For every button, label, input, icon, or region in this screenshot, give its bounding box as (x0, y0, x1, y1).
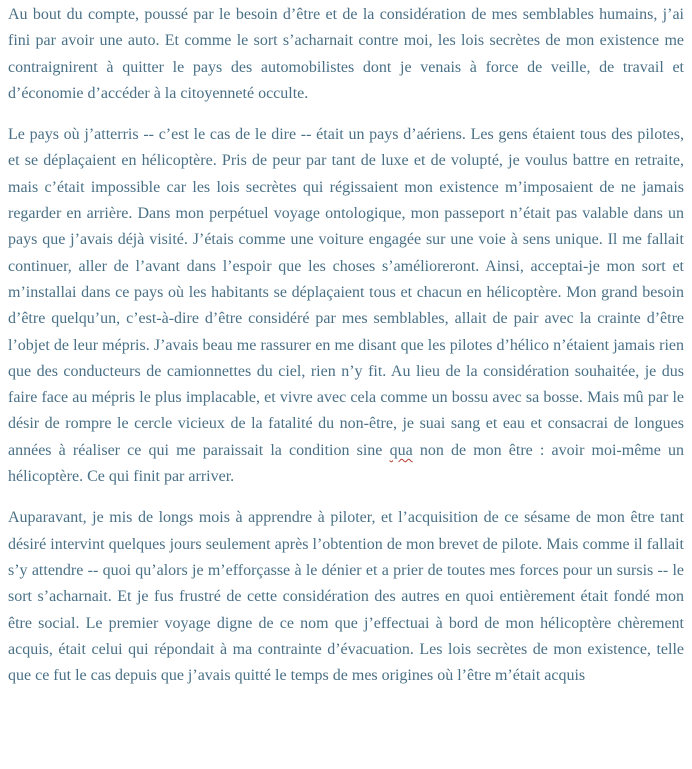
text-segment: Au bout du compte, poussé par le besoin d’être et de la considération de mes semblables humains, j’ai fini par avoir une auto. Et comme le sort s’acharnait contre moi, les lois secrètes de mon existence me contraignirent à quitter le pays des automobilistes dont je venais à force de veille, de travail et d’économie d’accéder à la citoyenneté occulte. (8, 6, 684, 102)
misspelled-word[interactable]: qua (389, 441, 413, 459)
document-text (8, 2, 684, 689)
text-segment: Le pays où j’atterris -- c’est le cas de le dire -- était un pays d’aériens. Les gens étaient tous des pilotes, et se déplaçaient en hélicoptère. Pris de peur par tant de luxe et de volupté, je voulus battre en retraite, mais c’était impossible car les lois secrètes qui régissaient mon existence m’imposaient de ne jamais regarder en arrière. Dans mon perpétuel voyage ontologique, mon passeport n’était pas valable dans un pays que j’avais déjà visité. J’étais comme une voiture engagée sur une voie à sens unique. Il me fallait continuer, aller de l’avant dans l’espoir que les choses s’amélioreront. Ainsi, acceptai-je mon sort et m’installai dans ce pays où les habitants se déplaçaient tous et chacun en hélicoptère. Mon grand besoin d’être quelqu’un, c’est-à-dire d’être considéré par mes semblables, allait de pair avec la crainte d’être l’objet de leur mépris. J’avais beau me rassurer en me disant que les pilotes d’hélico n’étaient jamais rien que des conducteurs de camionnettes du ciel, rien n’y fit. Au lieu de la considération souhaitée, je dus faire face au mépris le plus implacable, et vivre avec cela comme un bossu avec sa bosse. Mais mû par le désir de rompre le cercle vicieux de la fatalité du non-être, je suai sang et eau et consacrai de longues années à réaliser ce qui me paraissait la condition sine (8, 126, 684, 459)
paragraph-3 (8, 505, 684, 689)
text-segment: non de mon être : avoir moi-même un hélicoptère. Ce qui finit par arriver. (8, 441, 685, 486)
text-segment: Auparavant, je mis de longs mois à apprendre à piloter, et l’acquisition de ce sésame de mon être tant désiré intervint quelques jours seulement après l’obtention de mon brevet de pilote. Mais comme il fallait s’y attendre -- quoi qu’alors je m’efforçasse à le dénier et a prier de toutes mes forces pour un sursis -- le sort s’acharnait. Et je fus frustré de cette considération des autres en quoi entièrement était fondé mon être social. Le premier voyage digne de ce nom que j’effectuai à bord de mon hélicoptère chèrement acquis, était celui qui répondait à ma contrainte d’évacuation. Les lois secrètes de mon existence, telle que ce fut le cas depuis que j’avais quitté le temps de mes origines où l’être m’était acquis (8, 509, 684, 685)
paragraph-2 (8, 122, 684, 490)
paragraph-1 (8, 2, 684, 107)
